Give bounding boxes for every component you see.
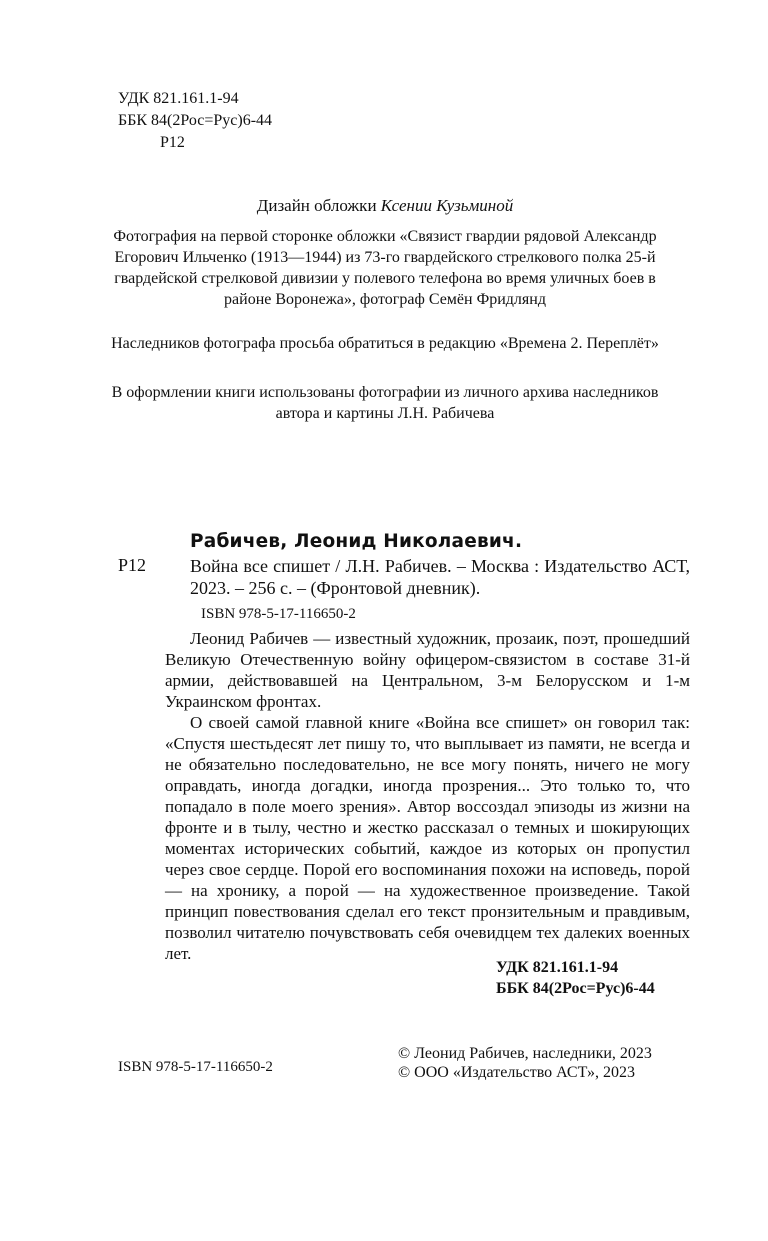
cover-design-prefix: Дизайн обложки	[256, 196, 377, 215]
copyright-author: © Леонид Рабичев, наследники, 2023	[398, 1045, 652, 1062]
author-heading: Рабичев, Леонид Николаевич.	[190, 531, 523, 552]
annotation	[165, 628, 690, 964]
record-code: Р12	[118, 555, 147, 575]
copyright-block	[398, 1044, 652, 1082]
annotation-paragraph-2: О своей самой главной книге «Война все спишет» он говорил так: «Спустя шестьдесят лет пишу то, что выплывает из памяти, не всегда и не обязательно последовательно, не все могу понять, ничего не могу оправдать, иногда догадки, иногда прозрения... Это только то, что попадало в поле моего зрения». Автор воссоздал эпизоды из жизни на фронте и в тылу, честно и жестко рассказал о темных и шокирующих моментах исторических событий, каждое из которых он пропустил через свое сердце. Порой его воспоминания похожи на исповедь, порой — на хронику, а порой — на художественное произведение. Такой принцип повествования сделал его текст пронзительным и правдивым, позволил читателю почувствовать себя очевидцем тех далеких военных лет.	[165, 713, 690, 963]
index-bbk: ББК 84(2Рос=Рус)6-44	[496, 980, 655, 997]
copyright-publisher: © ООО «Издательство АСТ», 2023	[398, 1064, 635, 1081]
heirs-note: Наследников фотографа просьба обратиться в редакцию «Времена 2. Переплёт»	[111, 335, 659, 352]
index-udk: УДК 821.161.1-94	[496, 959, 619, 976]
classification-block	[118, 88, 272, 154]
bbk-code: ББК 84(2Рос=Рус)6-44	[118, 112, 273, 129]
record-isbn: ISBN 978-5-17-116650-2	[201, 606, 356, 622]
cover-design-credit	[100, 195, 670, 216]
author-mark: Р12	[160, 134, 185, 151]
bibliographic-description: Война все спишет / Л.Н. Рабичев. – Москва : Издательство АСТ, 2023. – 256 с. – (Фронтовой дневник).	[190, 556, 690, 598]
udk-code: УДК 821.161.1-94	[118, 90, 239, 107]
cover-design-name: Ксении Кузьминой	[380, 196, 514, 215]
footer-isbn: ISBN 978-5-17-116650-2	[118, 1059, 273, 1075]
photos-used-note: В оформлении книги использованы фотографии из личного архива наследников автора и картины Л.Н. Рабичева	[111, 384, 659, 422]
cover-photo-note: Фотография на первой сторонке обложки «Связист гвардии рядовой Александр Егорович Ильченко (1913—1944) из 73-го гвардейского стрелкового полка 25-й гвардейской стрелковой дивизии у полевого телефона во время уличных боев в районе Воронежа», фотограф Семён Фридлянд	[113, 228, 657, 308]
annotation-paragraph-1: Леонид Рабичев — известный художник, прозаик, поэт, прошедший Великую Отечественную войну офицером-связистом в составе 31-й армии, действовавшей на Центральном, 3-м Белорусском и 1-м Украинском фронтах.	[165, 629, 690, 711]
index-block	[496, 957, 655, 999]
